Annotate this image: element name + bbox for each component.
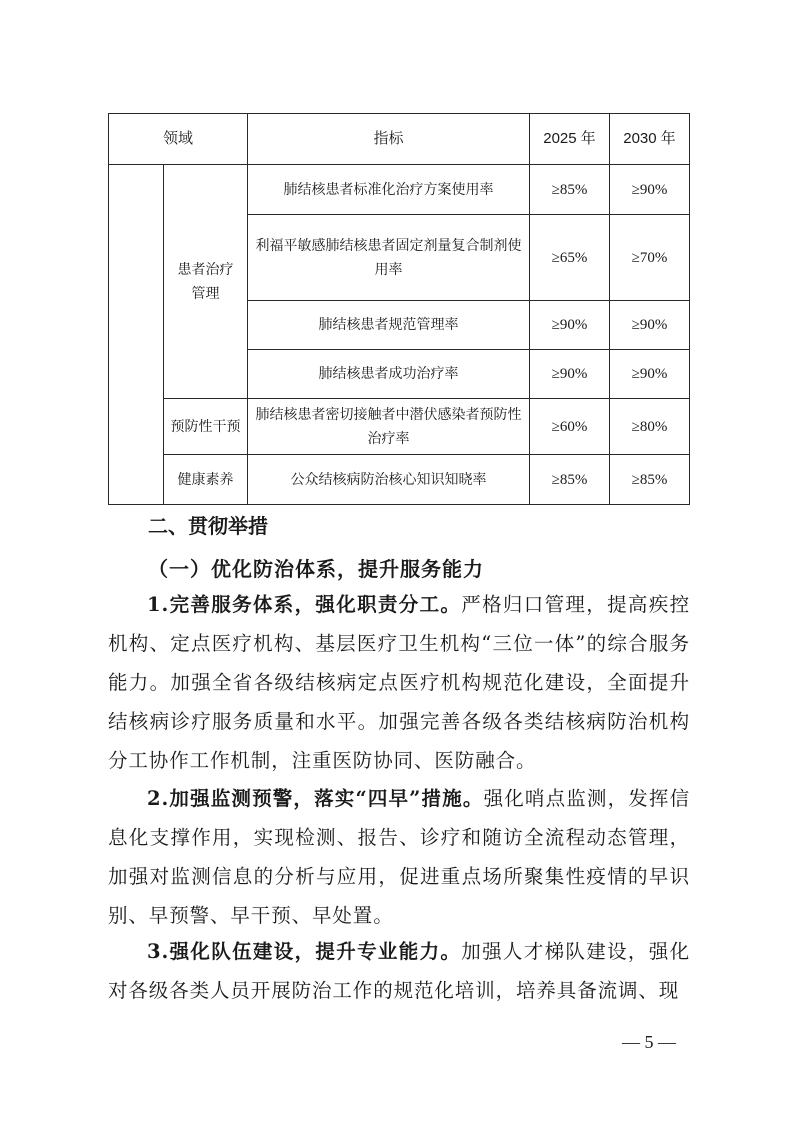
value-2025-cell: ≥85% bbox=[530, 455, 610, 505]
value-2030-cell: ≥80% bbox=[610, 399, 690, 455]
value-2025-cell: ≥65% bbox=[530, 215, 610, 301]
indicator-cell: 肺结核患者标准化治疗方案使用率 bbox=[248, 165, 530, 215]
paragraph-body: 加强人才梯队建设，强化对各级各类人员开展防治工作的规范化培训，培养具备流调、现 bbox=[108, 940, 690, 1002]
table-header-row bbox=[109, 114, 690, 165]
header-domain: 领域 bbox=[109, 114, 248, 165]
header-indicator: 指标 bbox=[248, 114, 530, 165]
value-2030-cell: ≥90% bbox=[610, 301, 690, 350]
category-cell: 健康素养 bbox=[164, 455, 248, 505]
category-cell: 预防性干预 bbox=[164, 399, 248, 455]
subsection-title: （一）优化防治体系，提升服务能力 bbox=[148, 557, 484, 581]
paragraph-lead: 2.加强监测预警，落实“四早”措施。 bbox=[147, 787, 484, 810]
table-row bbox=[109, 165, 690, 215]
paragraph-2 bbox=[108, 779, 690, 935]
header-2030: 2030 年 bbox=[610, 114, 690, 165]
value-2030-cell: ≥90% bbox=[610, 350, 690, 399]
indicator-cell: 肺结核患者密切接触者中潜伏感染者预防性治疗率 bbox=[248, 399, 530, 455]
domain-spacer-cell bbox=[109, 165, 164, 505]
indicator-cell: 肺结核患者规范管理率 bbox=[248, 301, 530, 350]
table-row bbox=[109, 399, 690, 455]
value-2030-cell: ≥90% bbox=[610, 165, 690, 215]
indicator-cell: 公众结核病防治核心知识知晓率 bbox=[248, 455, 530, 505]
table-row bbox=[109, 455, 690, 505]
indicator-cell: 肺结核患者成功治疗率 bbox=[248, 350, 530, 399]
paragraph-body: 严格归口管理，提高疾控机构、定点医疗机构、基层医疗卫生机构“三位一体”的综合服务能力。加强全省各级结核病定点医疗机构规范化建设，全面提升结核病诊疗服务质量和水平。加强完善各级各类结核病防治机构分工协作工作机制，注重医防协同、医防融合。 bbox=[108, 593, 690, 772]
value-2025-cell: ≥85% bbox=[530, 165, 610, 215]
paragraph-lead: 1.完善服务体系，强化职责分工。 bbox=[147, 593, 462, 616]
indicator-table-container bbox=[108, 113, 689, 505]
paragraph-body: 强化哨点监测，发挥信息化支撑作用，实现检测、报告、诊疗和随访全流程动态管理，加强对监测信息的分析与应用，促进重点场所聚集性疫情的早识别、早预警、早干预、早处置。 bbox=[108, 787, 690, 927]
paragraph-1 bbox=[108, 585, 690, 780]
paragraph-3 bbox=[108, 932, 690, 1010]
section-title: 二、贯彻举措 bbox=[148, 514, 268, 538]
value-2025-cell: ≥90% bbox=[530, 350, 610, 399]
header-2025: 2025 年 bbox=[530, 114, 610, 165]
indicator-cell: 利福平敏感肺结核患者固定剂量复合制剂使用率 bbox=[248, 215, 530, 301]
category-cell: 患者治疗 管理 bbox=[164, 165, 248, 399]
indicator-table bbox=[108, 113, 690, 505]
value-2030-cell: ≥70% bbox=[610, 215, 690, 301]
page-number: — 5 — bbox=[622, 1032, 676, 1052]
paragraph-lead: 3.强化队伍建设，提升专业能力。 bbox=[147, 940, 462, 963]
value-2030-cell: ≥85% bbox=[610, 455, 690, 505]
value-2025-cell: ≥60% bbox=[530, 399, 610, 455]
value-2025-cell: ≥90% bbox=[530, 301, 610, 350]
